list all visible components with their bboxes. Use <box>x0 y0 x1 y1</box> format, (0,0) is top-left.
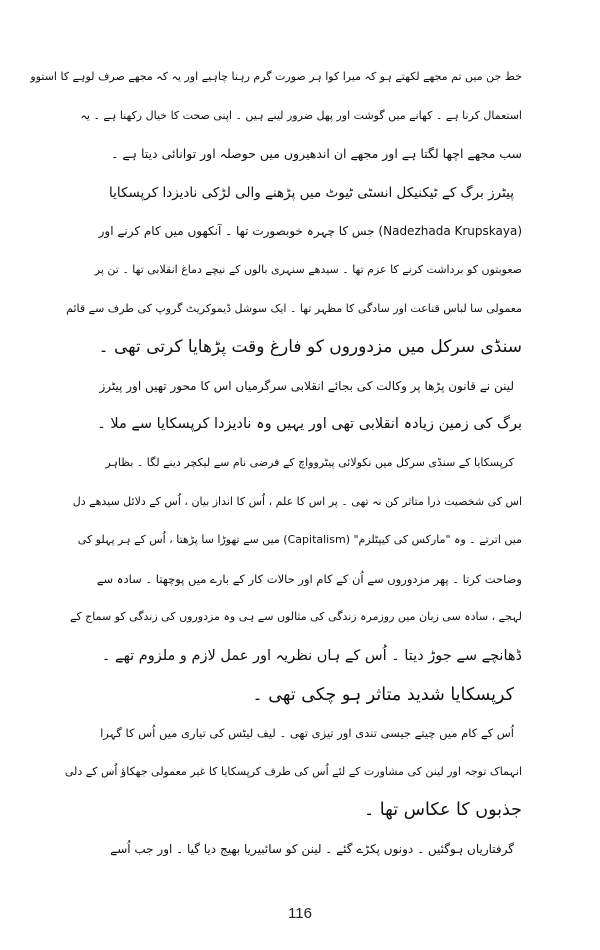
page-number: 116 <box>288 905 312 922</box>
text-line: کرپسکایا شدید متاثر ہو چکی تھی ۔ <box>252 684 514 705</box>
text-line: ڈھانچے سے جوڑ دیتا ۔ اُس کے ہاں نظریہ اور عمل لازم و ملزوم تھے ۔ <box>101 647 522 664</box>
text-line: استعمال کرنا ہے ۔ کھانے میں گوشت اور پھل ضرور لینے ہیں ۔ اپنی صحت کا خیال رکھنا ہے ۔ یہ <box>80 108 522 122</box>
paragraph-krupskaya-intro <box>66 174 522 367</box>
paragraph-lenin-law <box>98 367 522 444</box>
text-line: اس کی شخصیت ذرا متاثر کن نہ تھی ۔ پر اس کا علم ، اُس کا انداز بیان ، اُس کے دلائل سیدھے دل <box>72 494 522 508</box>
text-line: معمولی سا لباس قناعت اور سادگی کا مظہر تھا ۔ ایک سوشل ڈیموکریٹ گروپ کی طرف سے قائم <box>66 301 522 315</box>
text-line: کرپسکایا کے سنڈی سرکل میں نکولائی پیٹروواچ کے فرضی نام سے لیکچر دینے لگا ۔ بظاہر <box>105 455 514 469</box>
text-line: وضاحت کرتا ۔ پھر مزدوروں سے اُن کے کام اور حالات کار کے بارے میں پوچھتا ۔ سادہ سے <box>96 571 522 586</box>
text-line: لہجے ، سادہ سی زبان میں روزمرہ زندگی کی مثالوں سے ہی وہ مزدوروں کی زندگی کو سماج کے <box>70 610 522 624</box>
text-line: میں اترتے ۔ وہ "مارکس کی کیپٹلزم" (Capitalism) میں سے تھوڑا سا پڑھتا ، اُس کے ہر پہلو کی <box>77 533 522 547</box>
paragraph-study-circle <box>70 444 522 676</box>
text-line: لینن نے قانون پڑھا پر وکالت کی بجائے انقلابی سرگرمیاں اس کا محور تھیں اور پیٹرز <box>99 378 514 393</box>
text-line: سنڈی سرکل میں مزدوروں کو فارغ وقت پڑھایا کرتی تھی ۔ <box>98 337 522 358</box>
paragraph-impressed <box>98 676 522 715</box>
text-line: گرفتاریاں ہوگئیں ۔ دونوں پکڑے گئے ۔ لینن کو سائبیریا بھیج دیا گیا ۔ اور جب اُسے <box>110 841 514 856</box>
text-line: اُس کے کام میں چیتے جیسی تندی اور تیزی تھی ۔ لیف لیٹس کی تیاری میں اُس کا گہرا <box>100 726 514 741</box>
page-body <box>30 58 522 868</box>
text-line: خط جن میں تم مجھے لکھتے ہو کہ میرا کوا ہر صورت گرم رہنا چاہیے اور یہ کہ مجھے صرف لوہے کا استوو <box>30 70 522 83</box>
paragraph-arrests <box>98 830 522 869</box>
text-line: انہماک توجہ اور لینن کی مشاورت کے لئے اُس کی طرف کرپسکایا کا غیر معمولی جھکاؤ اُس کے دلی <box>64 764 522 778</box>
text-line: صعوبتوں کو برداشت کرنے کا عزم تھا ۔ سیدھے سنہری بالوں کے نیچے دماغ انقلابی تھا ۔ تن پر <box>94 262 522 276</box>
text-line: برگ کی زمین زیادہ انقلابی تھی اور یہیں وہ نادیزدا کرپسکایا سے ملا ۔ <box>97 416 522 433</box>
paragraph-work-energy <box>64 714 522 830</box>
text-line: (Nadezhada Krupskaya) جس کا چہرہ خوبصورت تھا ۔ آنکھوں میں کام کرنے اور <box>98 224 522 239</box>
paragraph-letter-excerpt <box>30 58 522 174</box>
text-line: پیٹرز برگ کے ٹیکنیکل انسٹی ٹیوٹ میں پڑھنے والی لڑکی نادیزدا کرپسکایا <box>109 184 514 201</box>
text-line: جذبوں کا عکاس تھا ۔ <box>363 800 522 821</box>
text-line: سب مجھے اچھا لگتا ہے اور مجھے ان اندھیروں میں حوصلہ اور توانائی دیتا ہے ۔ <box>111 146 522 162</box>
